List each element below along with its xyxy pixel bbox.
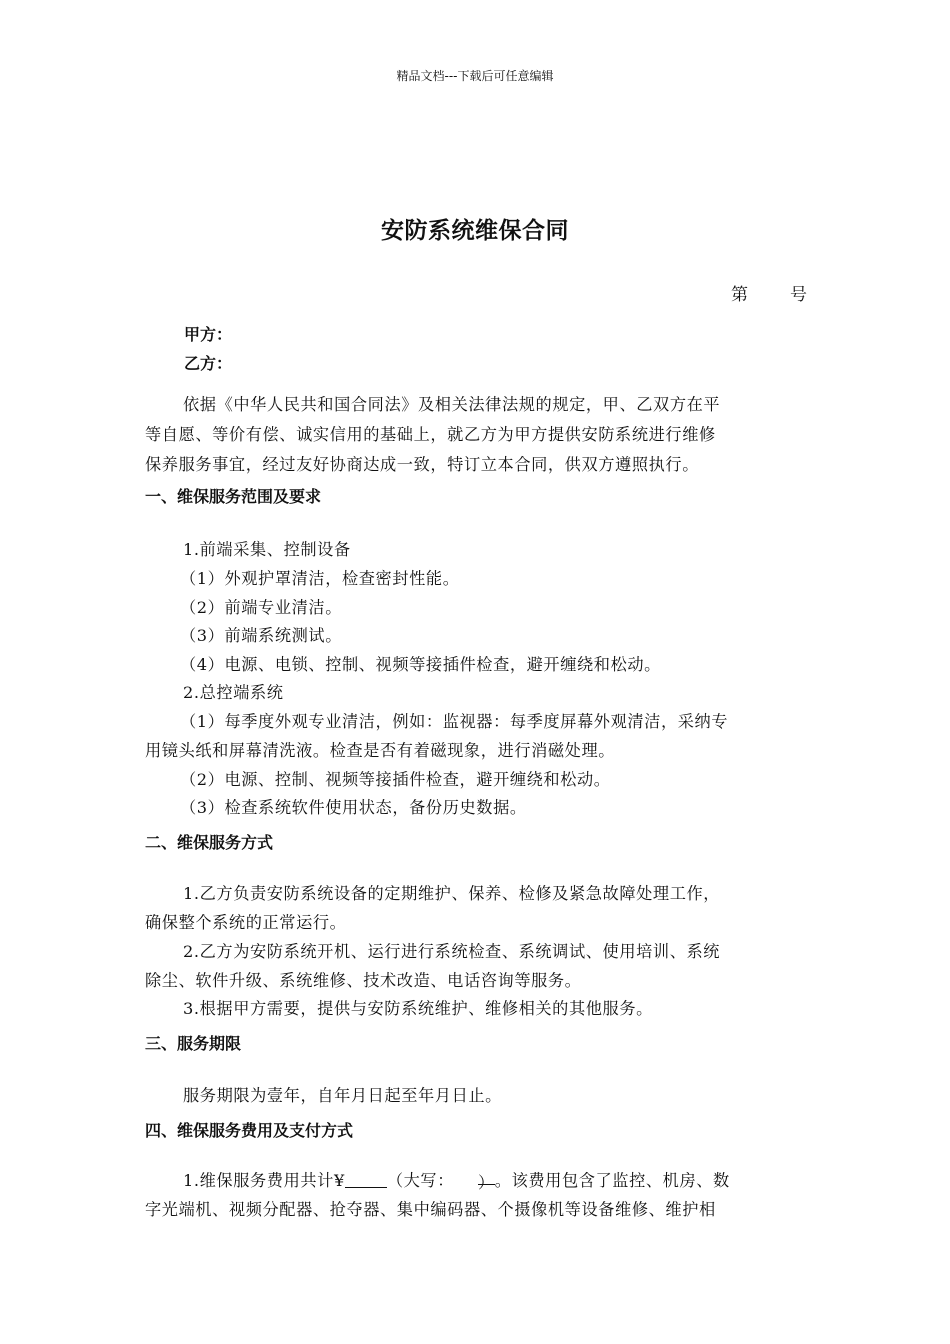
contract-number-suffix: 号 <box>790 285 807 305</box>
front-item-3: （3）前端系统测试。 <box>180 626 342 645</box>
service-mode-p2-line-1: 2.乙方为安防系统开机、运行进行系统检查、系统调试、使用培训、系统 <box>183 942 721 961</box>
master-item-2: （2）电源、控制、视频等接插件检查，避开缠绕和松动。 <box>180 770 611 789</box>
preamble-line-1: 依据《中华人民共和国合同法》及相关法律法规的规定，甲、乙双方在平 <box>183 395 721 414</box>
fee-includes-text: 。该费用包含了监控、机房、数 <box>494 1171 730 1190</box>
front-item-2: （2）前端专业清洁。 <box>180 598 342 617</box>
service-mode-p1-line-2: 确保整个系统的正常运行。 <box>145 913 347 932</box>
document-title: 安防系统维保合同 <box>381 218 569 244</box>
fee-paragraph-line-1 <box>183 1167 730 1191</box>
master-system-title: 2.总控端系统 <box>183 683 284 702</box>
section-2-heading: 二、维保服务方式 <box>145 833 274 852</box>
service-period-text: 服务期限为壹年，自年月日起至年月日止。 <box>183 1086 502 1105</box>
contract-number-prefix: 第 <box>731 285 748 305</box>
party-b-label: 乙方： <box>184 354 233 373</box>
service-mode-p3: 3.根据甲方需要，提供与安防系统维护、维修相关的其他服务。 <box>183 999 653 1018</box>
preamble-line-2: 等自愿、等价有偿、诚实信用的基础上，就乙方为甲方提供安防系统进行维修 <box>145 425 716 444</box>
master-item-1-line-2: 用镜头纸和屏幕清洗液。检查是否有着磁现象，进行消磁处理。 <box>145 741 616 760</box>
section-4-heading: 四、维保服务费用及支付方式 <box>145 1121 354 1140</box>
contract-number <box>731 280 807 305</box>
fee-amount-label: 1.维保服务费用共计¥ <box>183 1171 345 1190</box>
master-item-3: （3）检查系统软件使用状态，备份历史数据。 <box>180 798 527 817</box>
master-item-1-line-1: （1）每季度外观专业清洁，例如：监视器：每季度屏幕外观清洁，采纳专 <box>180 712 729 731</box>
fee-uppercase-label: （大写： <box>386 1171 454 1190</box>
page-header-watermark: 精品文档---下载后可任意编辑 <box>396 69 554 83</box>
section-1-heading: 一、维保服务范围及要求 <box>145 487 322 506</box>
service-mode-p1-line-1: 1.乙方负责安防系统设备的定期维护、保养、检修及紧急故障处理工作， <box>183 884 721 903</box>
fee-paragraph-line-2: 字光端机、视频分配器、抢夺器、集中编码器、个摄像机等设备维修、维护相 <box>145 1200 716 1219</box>
front-equipment-title: 1.前端采集、控制设备 <box>183 540 351 559</box>
preamble-line-3: 保养服务事宜，经过友好协商达成一致，特订立本合同，供双方遵照执行。 <box>145 455 699 474</box>
fee-amount-blank <box>345 1172 387 1188</box>
front-item-1: （1）外观护罩清洁，检查密封性能。 <box>180 569 460 588</box>
front-item-4: （4）电源、电锁、控制、视频等接插件检查，避开缠绕和松动。 <box>180 655 661 674</box>
service-mode-p2-line-2: 除尘、软件升级、系统维修、技术改造、电话咨询等服务。 <box>145 971 582 990</box>
party-a-label: 甲方： <box>184 325 233 344</box>
fee-uppercase-close: ） <box>478 1169 495 1185</box>
section-3-heading: 三、服务期限 <box>145 1034 242 1053</box>
